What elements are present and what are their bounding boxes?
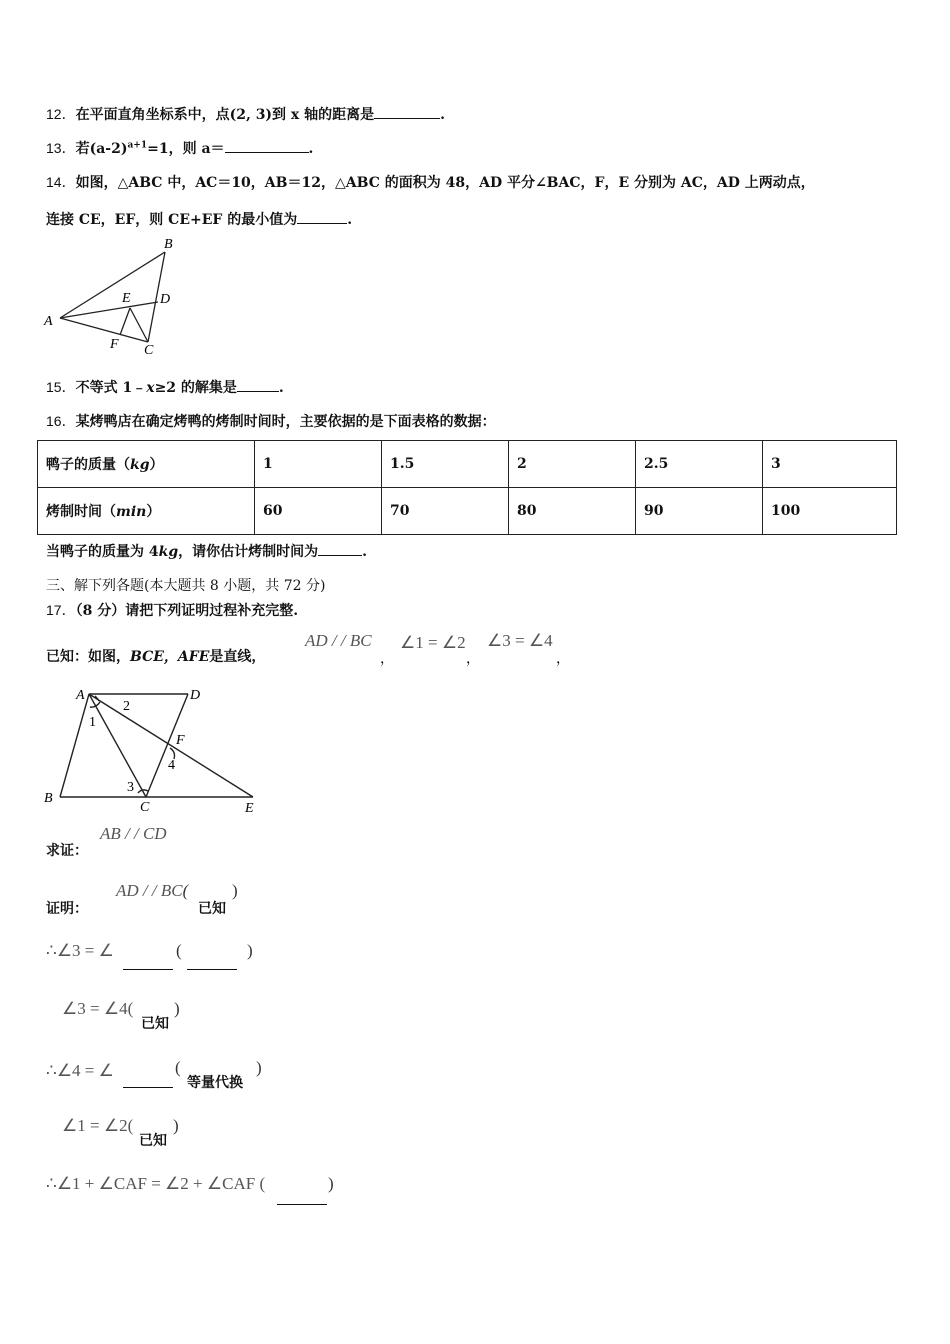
label-a: A	[76, 688, 85, 703]
prove-label: 求证：	[46, 843, 88, 859]
table-cell: 90	[636, 488, 763, 535]
table-cell: 80	[509, 488, 636, 535]
quadrilateral-figure-2	[40, 680, 270, 820]
table-cell: 60	[255, 488, 382, 535]
label-angle-2: 2	[123, 699, 130, 714]
label-d: D	[160, 292, 171, 307]
table-cell: 1.5	[382, 441, 509, 488]
proof-step-4: ∴∠4 = ∠	[46, 1061, 114, 1080]
proof-step-3: ∠3 = ∠4(	[62, 999, 134, 1018]
table-cell: 2	[509, 441, 636, 488]
question-16-followup: 当鸭子的质量为 4kg，请你估计烤制时间为 .	[46, 541, 367, 561]
condition-parallel: AD / / BC	[305, 631, 372, 650]
question-16: 16．某烤鸭店在确定烤鸭的烤制时间时，主要依据的是下面表格的数据：	[46, 413, 496, 430]
proof-step-6: ∴∠1 + ∠CAF = ∠2 + ∠CAF (	[46, 1174, 266, 1193]
answer-blank[interactable]	[225, 138, 309, 153]
condition-angles-3-4: ∠3 = ∠4	[487, 631, 553, 650]
segment-ae	[89, 694, 253, 797]
label-angle-3: 3	[127, 780, 134, 795]
segment-ef	[120, 308, 130, 335]
table-row	[38, 488, 897, 535]
table-cell: 2.5	[636, 441, 763, 488]
given-statement: 已知：如图，BCE，AFE是直线，	[46, 649, 266, 665]
prove-statement: AB / / CD	[100, 824, 167, 843]
proof-label: 证明：	[46, 901, 88, 917]
table-row	[38, 441, 897, 488]
label-angle-1: 1	[89, 715, 96, 730]
label-e: E	[122, 291, 131, 306]
label-f: F	[176, 733, 185, 748]
label-a: A	[44, 314, 53, 329]
condition-angles-1-2: ∠1 = ∠2	[400, 633, 466, 652]
proof-step-3-reason: 已知	[141, 1016, 169, 1032]
proof-step-1-reason: 已知	[198, 901, 226, 917]
label-d: D	[190, 688, 201, 703]
label-c: C	[140, 800, 150, 815]
label-b: B	[44, 791, 53, 806]
segment-ac	[89, 694, 146, 797]
segment-ab	[60, 694, 89, 797]
question-15: 15．不等式 1﹣x≥2 的解集是 .	[46, 379, 284, 396]
proof-step-5-reason: 已知	[139, 1133, 167, 1149]
question-14-line2: 连接 CE，EF，则 CE+EF 的最小值为 .	[46, 209, 352, 229]
label-angle-4: 4	[168, 758, 175, 773]
table-cell: 烤制时间（min）	[38, 488, 255, 535]
question-14-line1: 14．如图，△ABC 中，AC＝10，AB＝12，△ABC 的面积为 48，AD 平分∠BAC，F，E 分别为 AC，AD 上两动点，	[46, 174, 815, 191]
label-e: E	[245, 801, 254, 816]
question-13: 13．若$(a-2)^{a+1}=1$，则 a＝ .	[46, 140, 314, 157]
section-heading: 三、解下列各题(本大题共 8 小题，共 72 分)	[46, 578, 326, 594]
table-cell: 3	[763, 441, 897, 488]
table-cell: 1	[255, 441, 382, 488]
answer-blank[interactable]	[237, 377, 279, 392]
segment-ad	[60, 302, 158, 318]
table-cell: 100	[763, 488, 897, 535]
segment-ec	[130, 308, 148, 342]
data-table	[37, 440, 897, 535]
segment-ac	[60, 318, 148, 342]
proof-step-1: AD / / BC(	[116, 881, 189, 900]
question-17: 17．（8 分）请把下列证明过程补充完整.	[46, 602, 299, 619]
label-c: C	[144, 343, 154, 358]
triangle-figure-1	[40, 232, 190, 362]
label-b: B	[164, 237, 173, 252]
label-f: F	[110, 337, 119, 352]
step-4-angle-blank[interactable]	[123, 1073, 173, 1088]
step-6-reason-blank[interactable]	[277, 1190, 327, 1205]
step-2-angle-blank[interactable]	[123, 955, 173, 970]
step-2-reason-blank[interactable]	[187, 955, 237, 970]
question-12: 12．在平面直角坐标系中，点(2, 3)到 x 轴的距离是 .	[46, 106, 446, 123]
answer-blank[interactable]	[374, 104, 440, 119]
table-cell: 70	[382, 488, 509, 535]
proof-step-5: ∠1 = ∠2(	[62, 1116, 134, 1135]
answer-blank[interactable]	[318, 541, 362, 556]
proof-step-4-reason: 等量代换	[187, 1075, 243, 1091]
table-cell: 鸭子的质量（kg）	[38, 441, 255, 488]
answer-blank[interactable]	[297, 209, 347, 224]
proof-step-2: ∴∠3 = ∠	[46, 941, 114, 960]
segment-ab	[60, 252, 165, 318]
